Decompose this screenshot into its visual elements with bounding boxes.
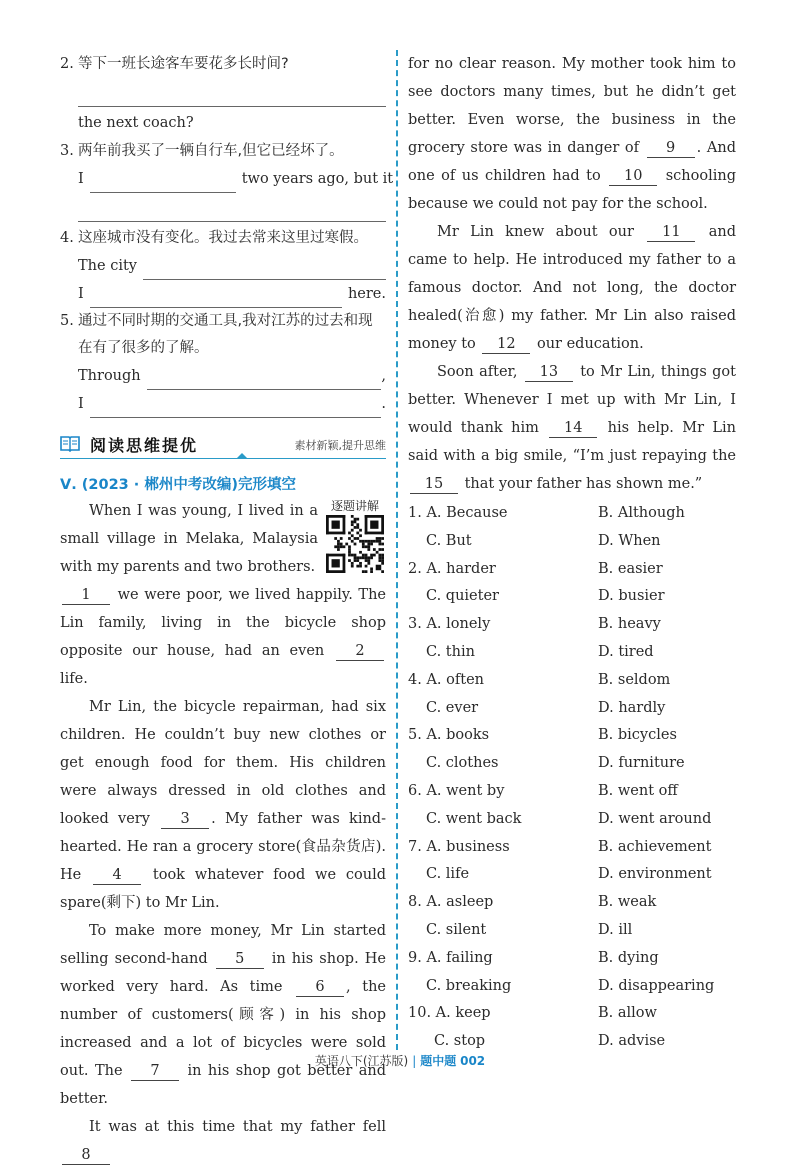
option-row [408,556,736,584]
right-column [408,50,736,1056]
option-a[interactable] [408,722,598,750]
option-a[interactable] [408,556,598,584]
sentence-fragment: , [381,368,386,384]
cloze-blank[interactable]: 4 [93,866,141,885]
option-a-text: A. failing [426,949,493,966]
sentence-fragment: I [78,396,84,412]
option-a[interactable] [408,667,598,695]
passage-paragraph [60,581,386,693]
option-row [408,639,736,667]
option-number: 2. [408,560,422,577]
passage-paragraph [408,218,736,358]
passage-text: schooling because we could not pay for the school. [408,168,736,212]
option-a[interactable] [408,500,598,528]
option-row [408,917,736,945]
option-a-text: A. Because [426,505,508,521]
option-c-text: C. ever [426,699,479,716]
page-footer [0,1052,800,1069]
option-c-text: C. thin [426,643,475,660]
passage-text: life. [60,671,88,687]
cloze-blank[interactable]: 7 [131,1062,179,1081]
option-d[interactable]: D. busier [598,588,665,605]
passage-text: in his shop got better and better. [60,1063,386,1107]
cloze-blank[interactable]: 10 [609,167,657,186]
option-b[interactable]: B. seldom [598,671,671,688]
option-c-text: C. life [426,866,470,883]
option-a-text: A. often [426,671,484,688]
option-number: 1. [408,505,422,521]
option-d[interactable]: D. disappearing [598,977,715,994]
cloze-header: Ⅴ. (2023 · 郴州中考改编)完形填空 [60,477,296,493]
sentence-fragment: . [381,396,386,412]
option-c[interactable] [408,973,598,1001]
passage-text: took whatever food we could spare(剩下) to Mr Lin. [60,867,386,911]
option-c[interactable] [408,528,598,556]
cloze-blank[interactable]: 8 [62,1146,110,1165]
passage-text: his help. Mr Lin said with a big smile, “I’m just repaying the [408,420,737,464]
sentence-fragment: here. [347,286,386,302]
option-b[interactable]: B. bicycles [598,727,677,744]
option-c-text: C. went back [426,810,522,827]
cloze-blank[interactable]: 9 [647,139,695,158]
option-d[interactable]: D. tired [598,643,654,660]
option-c[interactable] [408,806,598,834]
book-title: 英语八下(江苏版) [314,1054,409,1068]
section-marker [236,453,248,459]
passage-text: in his shop. He worked very hard. As time [60,951,386,995]
options-list [408,500,736,1056]
passage-text: It was at this time that my father fell [89,1119,386,1135]
answer-line[interactable] [78,193,386,222]
passage-text: we were poor, we lived happily. The Lin family, living in the bicycle shop opposite our house, had an even [60,587,386,659]
option-b[interactable]: B. dying [598,949,659,966]
passage-text: Mr Lin knew about our [437,224,646,240]
passage-paragraph [60,917,386,1113]
sentence-fragment: the next coach? [78,115,194,131]
left-column [60,50,394,1169]
cloze-blank[interactable]: 14 [549,419,597,438]
option-row [408,889,736,917]
cloze-blank[interactable]: 6 [296,978,344,997]
option-b[interactable]: B. weak [598,894,657,911]
option-row [408,834,736,862]
cloze-blank[interactable]: 11 [647,223,695,242]
passage-text: . And one of us children had to [408,140,736,184]
cloze-blank[interactable]: 5 [216,950,264,969]
cloze-blank[interactable]: 2 [336,642,384,661]
option-row [408,667,736,695]
option-row [408,722,736,750]
option-c-text: C. silent [426,921,487,938]
page-number: 002 [460,1054,486,1068]
sentence-fragment: I [78,286,84,302]
cloze-passage-right [408,50,736,498]
option-c[interactable] [408,750,598,778]
option-b[interactable]: B. allow [598,1005,657,1022]
option-d[interactable]: D. went around [598,810,712,827]
question-3 [60,137,386,165]
answer-line-text [60,362,386,390]
option-a-text: A. keep [435,1005,491,1022]
option-row [408,778,736,806]
option-d[interactable]: D. When [598,532,661,549]
option-d[interactable]: D. ill [598,921,633,938]
option-row [408,806,736,834]
option-row [408,945,736,973]
option-a-text: A. lonely [426,616,491,633]
answer-blank[interactable] [147,371,382,390]
option-a[interactable] [408,611,598,639]
option-a[interactable] [408,945,598,973]
passage-text: . My father was kind-hearted. He ran a grocery store(食品杂货店). He [60,811,386,883]
passage-text: Soon after, [437,364,523,380]
option-a-text: A. harder [426,560,496,577]
option-row [408,500,736,528]
passage-text: To make more money, Mr Lin started selling second-hand [60,923,386,967]
option-c-text: C. quieter [426,588,499,605]
answer-line-text [60,165,394,193]
option-number: 4. [408,671,422,688]
open-book-icon [60,434,80,452]
option-a[interactable] [408,778,598,806]
option-a[interactable] [408,889,598,917]
option-number: 7. [408,838,422,855]
option-row [408,973,736,1001]
option-d[interactable]: D. environment [598,866,712,883]
question-number: 3. [60,143,74,159]
question-4 [60,224,386,252]
chinese-prompt: 通过不同时期的交通工具,我对江苏的过去和现在有了很多的了解。 [78,313,373,356]
option-number: 5. [408,727,422,744]
section-title: 阅读思维提优 [90,436,199,455]
option-a-text: A. went by [426,782,505,799]
qr-label: 逐题讲解 [330,499,379,513]
option-d[interactable]: D. hardly [598,699,666,716]
answer-line-text [60,390,386,418]
answer-line-text [60,252,386,280]
option-row [408,528,736,556]
option-a-text: A. books [426,727,490,744]
option-row [408,1000,736,1028]
option-b[interactable]: B. Although [598,505,685,521]
cloze-blank[interactable]: 12 [482,335,530,354]
option-number: 10. [408,1005,432,1022]
answer-blank[interactable] [90,174,236,193]
sentence-fragment: Through [78,368,141,384]
qr-block[interactable] [324,497,386,577]
option-c-text: C. clothes [426,755,499,772]
option-number: 9. [408,949,422,966]
option-c[interactable] [408,695,598,723]
option-row [408,583,736,611]
sentence-fragment: I [78,171,84,187]
option-b[interactable]: B. heavy [598,616,661,633]
passage-text: and came to help. He introduced my father to a famous doctor. And not long, the doctor healed(治愈) my father. Mr Lin also raised money to [408,224,736,352]
option-number: 6. [408,782,422,799]
option-d[interactable]: D. furniture [598,755,685,772]
option-d[interactable]: D. advise [598,1033,666,1050]
option-a-text: A. asleep [426,894,494,911]
passage-text: to Mr Lin, things got better. Whenever I met up with Mr Lin, I would thank him [408,364,736,436]
cloze-blank[interactable]: 13 [525,363,573,382]
footer-separator: | [412,1054,417,1068]
option-c[interactable] [408,917,598,945]
passage-text: When I was young, I lived in a small village in Melaka, Malaysia with my parents and two brothers. [60,503,318,575]
cloze-blank[interactable]: 3 [161,810,209,829]
passage-paragraph [408,50,736,218]
chinese-prompt: 这座城市没有变化。我过去常来这里过寒假。 [78,230,368,246]
option-number: 3. [408,616,422,633]
question-number: 2. [60,56,74,72]
option-c[interactable] [408,583,598,611]
option-row [408,611,736,639]
passage-text: that your father has shown me.” [460,476,703,492]
qr-code-icon[interactable] [326,515,384,573]
option-row [408,861,736,889]
question-number: 5. [60,313,74,329]
passage-text: , the number of customers(顾客) in his shop increased and a lot of bicycles were sold out. The [60,979,386,1079]
passage-paragraph [60,1113,386,1169]
passage-text: our education. [532,336,644,352]
passage-paragraph [60,693,386,917]
option-b[interactable]: B. easier [598,560,663,577]
chinese-prompt: 两年前我买了一辆自行车,但它已经坏了。 [78,143,344,159]
answer-blank[interactable] [90,399,382,418]
sentence-fragment: The city [78,258,137,274]
option-c[interactable] [408,861,598,889]
column-divider [396,50,398,1050]
option-b[interactable]: B. went off [598,782,678,799]
option-row [408,695,736,723]
option-number: 8. [408,894,422,911]
option-a[interactable] [408,834,598,862]
cloze-blank[interactable]: 15 [410,475,458,494]
passage-text: Mr Lin, the bicycle repairman, had six children. He couldn’t buy new clothes or get enough food for them. His children were always dressed in old clothes and looked very [60,699,386,827]
option-c-text: C. stop [434,1033,486,1050]
section-subtitle: 素材新颖,提升思维 [294,439,386,452]
option-row [408,750,736,778]
cloze-blank[interactable]: 1 [62,586,110,605]
answer-line-text [60,109,386,137]
answer-blank[interactable] [90,289,342,308]
question-5 [60,308,386,362]
passage-text: for no clear reason. My mother took him to see doctors many times, but he didn’t get better. Even worse, the business in the grocery store was in danger of [408,56,736,156]
option-b[interactable]: B. achievement [598,838,712,855]
option-a-text: A. business [426,838,510,855]
section-header [60,432,386,459]
footer-brand: 题中题 [420,1054,457,1068]
answer-line[interactable] [78,78,386,107]
option-c-text: C. breaking [426,977,512,994]
option-a[interactable] [408,1000,598,1028]
answer-line-text [60,280,386,308]
question-2 [60,50,386,78]
answer-blank[interactable] [143,261,386,280]
option-c[interactable] [408,639,598,667]
chinese-prompt: 等下一班长途客车要花多长时间? [78,56,289,72]
sentence-fragment: two years ago, but it [241,171,394,187]
passage-paragraph [408,358,736,498]
question-number: 4. [60,230,74,246]
option-c-text: C. But [426,532,472,549]
